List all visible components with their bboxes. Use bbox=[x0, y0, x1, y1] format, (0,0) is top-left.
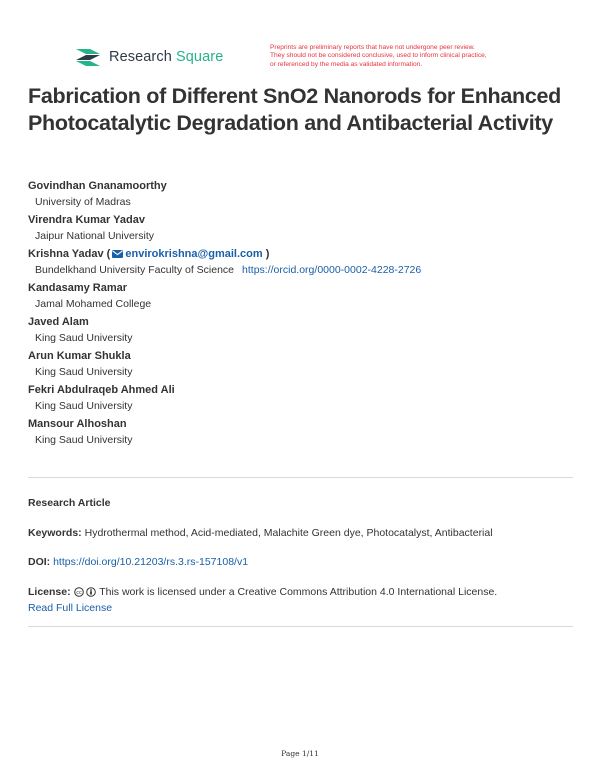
section-divider bbox=[28, 477, 573, 478]
author-entry bbox=[28, 180, 588, 208]
author-list bbox=[28, 180, 588, 452]
author-email-link[interactable]: envirokrishna@gmail.com bbox=[125, 248, 263, 260]
author-name[interactable]: Javed Alam bbox=[28, 316, 89, 328]
author-entry bbox=[28, 248, 588, 276]
preprint-disclaimer bbox=[270, 44, 570, 69]
logo-word-research: Research bbox=[109, 49, 172, 65]
disclaimer-line: They should not be considered conclusive, used to inform clinical practice, bbox=[270, 52, 487, 60]
author-affiliation: University of Madras bbox=[35, 196, 131, 208]
author-entry bbox=[28, 316, 588, 344]
article-type: Research Article bbox=[28, 497, 111, 509]
read-full-license-link[interactable]: Read Full License bbox=[28, 602, 113, 614]
author-name[interactable]: Arun Kumar Shukla bbox=[28, 350, 131, 362]
keywords-label: Keywords: bbox=[28, 527, 82, 539]
author-name[interactable]: Govindhan Gnanamoorthy bbox=[28, 180, 167, 192]
paper-title: Fabrication of Different SnO2 Nanorods for Enhanced Photocatalytic Degradation and Antibacterial Activity bbox=[28, 84, 562, 135]
author-name[interactable]: Krishna Yadav bbox=[28, 248, 104, 260]
author-affiliation-line bbox=[28, 264, 588, 276]
author-affiliation: King Saud University bbox=[35, 366, 133, 378]
author-name[interactable]: Mansour Alhoshan bbox=[28, 418, 127, 430]
disclaimer-line: Preprints are preliminary reports that have not undergone peer review. bbox=[270, 44, 475, 51]
envelope-icon bbox=[112, 250, 123, 258]
logo-text bbox=[109, 49, 223, 65]
author-entry bbox=[28, 214, 588, 242]
author-affiliation: King Saud University bbox=[35, 434, 133, 446]
author-affiliation: Jaipur National University bbox=[35, 230, 155, 242]
doi-line bbox=[28, 554, 578, 570]
author-affiliation: King Saud University bbox=[35, 332, 133, 344]
author-affiliation: King Saud University bbox=[35, 400, 133, 412]
section-divider bbox=[28, 626, 573, 627]
creative-commons-icon bbox=[74, 587, 84, 597]
author-name[interactable]: Fekri Abdulraqeb Ahmed Ali bbox=[28, 384, 175, 396]
keywords-value: Hydrothermal method, Acid-mediated, Malachite Green dye, Photocatalyst, Antibacterial bbox=[84, 527, 493, 539]
attribution-icon bbox=[86, 587, 96, 597]
research-square-logo-icon bbox=[74, 46, 102, 68]
research-square-logo[interactable] bbox=[74, 46, 223, 68]
author-entry bbox=[28, 384, 588, 412]
author-entry bbox=[28, 350, 588, 378]
author-affiliation: Bundelkhand University Faculty of Science bbox=[35, 264, 235, 276]
doi-label: DOI: bbox=[28, 556, 51, 568]
license-text: This work is licensed under a Creative Commons Attribution 4.0 International License. bbox=[99, 586, 498, 598]
keywords-line bbox=[28, 525, 578, 541]
doi-link[interactable]: https://doi.org/10.21203/rs.3.rs-157108/v1 bbox=[53, 556, 249, 568]
svg-text:cc: cc bbox=[75, 589, 82, 596]
disclaimer-line: or referenced by the media as validated information. bbox=[270, 60, 423, 68]
logo-word-square: Square bbox=[176, 49, 224, 65]
orcid-link[interactable]: https://orcid.org/0000-0002-4228-2726 bbox=[242, 264, 422, 276]
author-name[interactable]: Virendra Kumar Yadav bbox=[28, 214, 145, 226]
author-name[interactable]: Kandasamy Ramar bbox=[28, 282, 128, 294]
author-affiliation: Jamal Mohamed College bbox=[35, 298, 152, 310]
license-block bbox=[28, 584, 578, 616]
license-label: License: bbox=[28, 586, 71, 598]
page-number: Page 1/11 bbox=[281, 749, 319, 758]
author-name-with-email: Krishna Yadav ( envirokrishna@gmail.com ) bbox=[28, 248, 270, 260]
author-entry bbox=[28, 418, 588, 446]
author-entry bbox=[28, 282, 588, 310]
